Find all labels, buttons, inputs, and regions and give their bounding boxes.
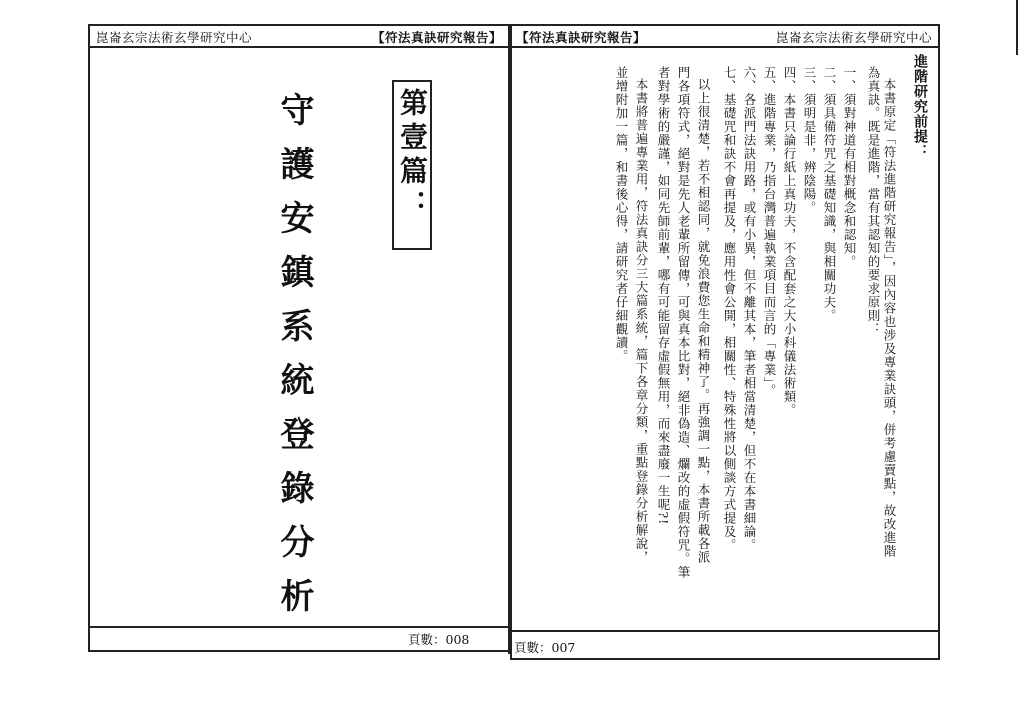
body-column-2: 為真訣。既是進階，當有其認知的要求原則： <box>866 66 881 336</box>
body-column-1: 本書原定「符法進階研究報告」，因內容也涉及專業訣頭，併考慮賣點，故改進階 <box>882 78 897 558</box>
right-header-rule <box>512 46 938 48</box>
part-title-box <box>392 80 432 250</box>
main-title: 守護安鎮系統登錄分析 <box>274 92 314 632</box>
left-header-rule <box>90 46 508 48</box>
body-column-9: 七、基礎咒和訣不會再提及，應用性會公開，相關性、特殊性將以側談方式提及。 <box>722 66 737 552</box>
body-column-4: 二、須具備符咒之基礎知識，與相關功夫。 <box>822 66 837 323</box>
left-page <box>88 24 510 652</box>
right-footer-rule <box>512 630 938 632</box>
body-column-5: 三、須明是非，辨陰陽。 <box>802 66 817 215</box>
left-header-org: 崑崙玄宗法術玄學研究中心 <box>96 30 253 45</box>
right-page <box>510 24 940 660</box>
section-title: 進階研究前提： <box>912 54 928 159</box>
right-page-number: 頁數：007 <box>514 640 576 655</box>
body-column-14: 並增附加一篇，和書後心得，請研究者仔細觀讀。 <box>614 66 629 363</box>
left-header-report: 【符法真訣研究報告】 <box>371 30 502 45</box>
binding-mark <box>508 640 514 654</box>
body-column-12: 者對學術的嚴謹，如同先師前輩，哪有可能留存虛假無用，而來盡廢一生呢?! <box>656 66 671 526</box>
body-column-8: 六、各派門法訣用路，或有小異，但不離其本，筆者相當清楚，但不在本書細論。 <box>742 66 757 552</box>
body-column-10: 以上很清楚，若不相認同，就免浪費您生命和精神了。再強調一點，本書所載各派 <box>696 78 711 564</box>
body-column-7: 五、進階專業，乃指台灣普遍執業項目而言的「專業」。 <box>762 66 777 398</box>
body-column-6: 四、本書只論行紙上真功夫，不含配套之大小科儀法術類。 <box>782 66 797 417</box>
right-header-report: 【符法真訣研究報告】 <box>516 30 647 45</box>
body-column-13: 本書將普遍專業用，符法真訣分三大篇系統，篇下各章分類，重點登錄分析解說， <box>634 78 649 564</box>
body-column-11: 門各項符式，絕對是先人老輩所留傳，可與真本比對，絕非偽造、爛改的虛假符咒。筆 <box>676 66 691 579</box>
scan-edge-mark <box>1010 0 1024 60</box>
left-footer-rule <box>90 626 508 628</box>
part-title: 第壹篇： <box>396 88 429 224</box>
body-column-3: 一、須對神道有相對概念和認知。 <box>842 66 857 269</box>
right-header-org: 崑崙玄宗法術玄學研究中心 <box>775 30 932 45</box>
left-page-number: 頁數：008 <box>408 632 470 647</box>
